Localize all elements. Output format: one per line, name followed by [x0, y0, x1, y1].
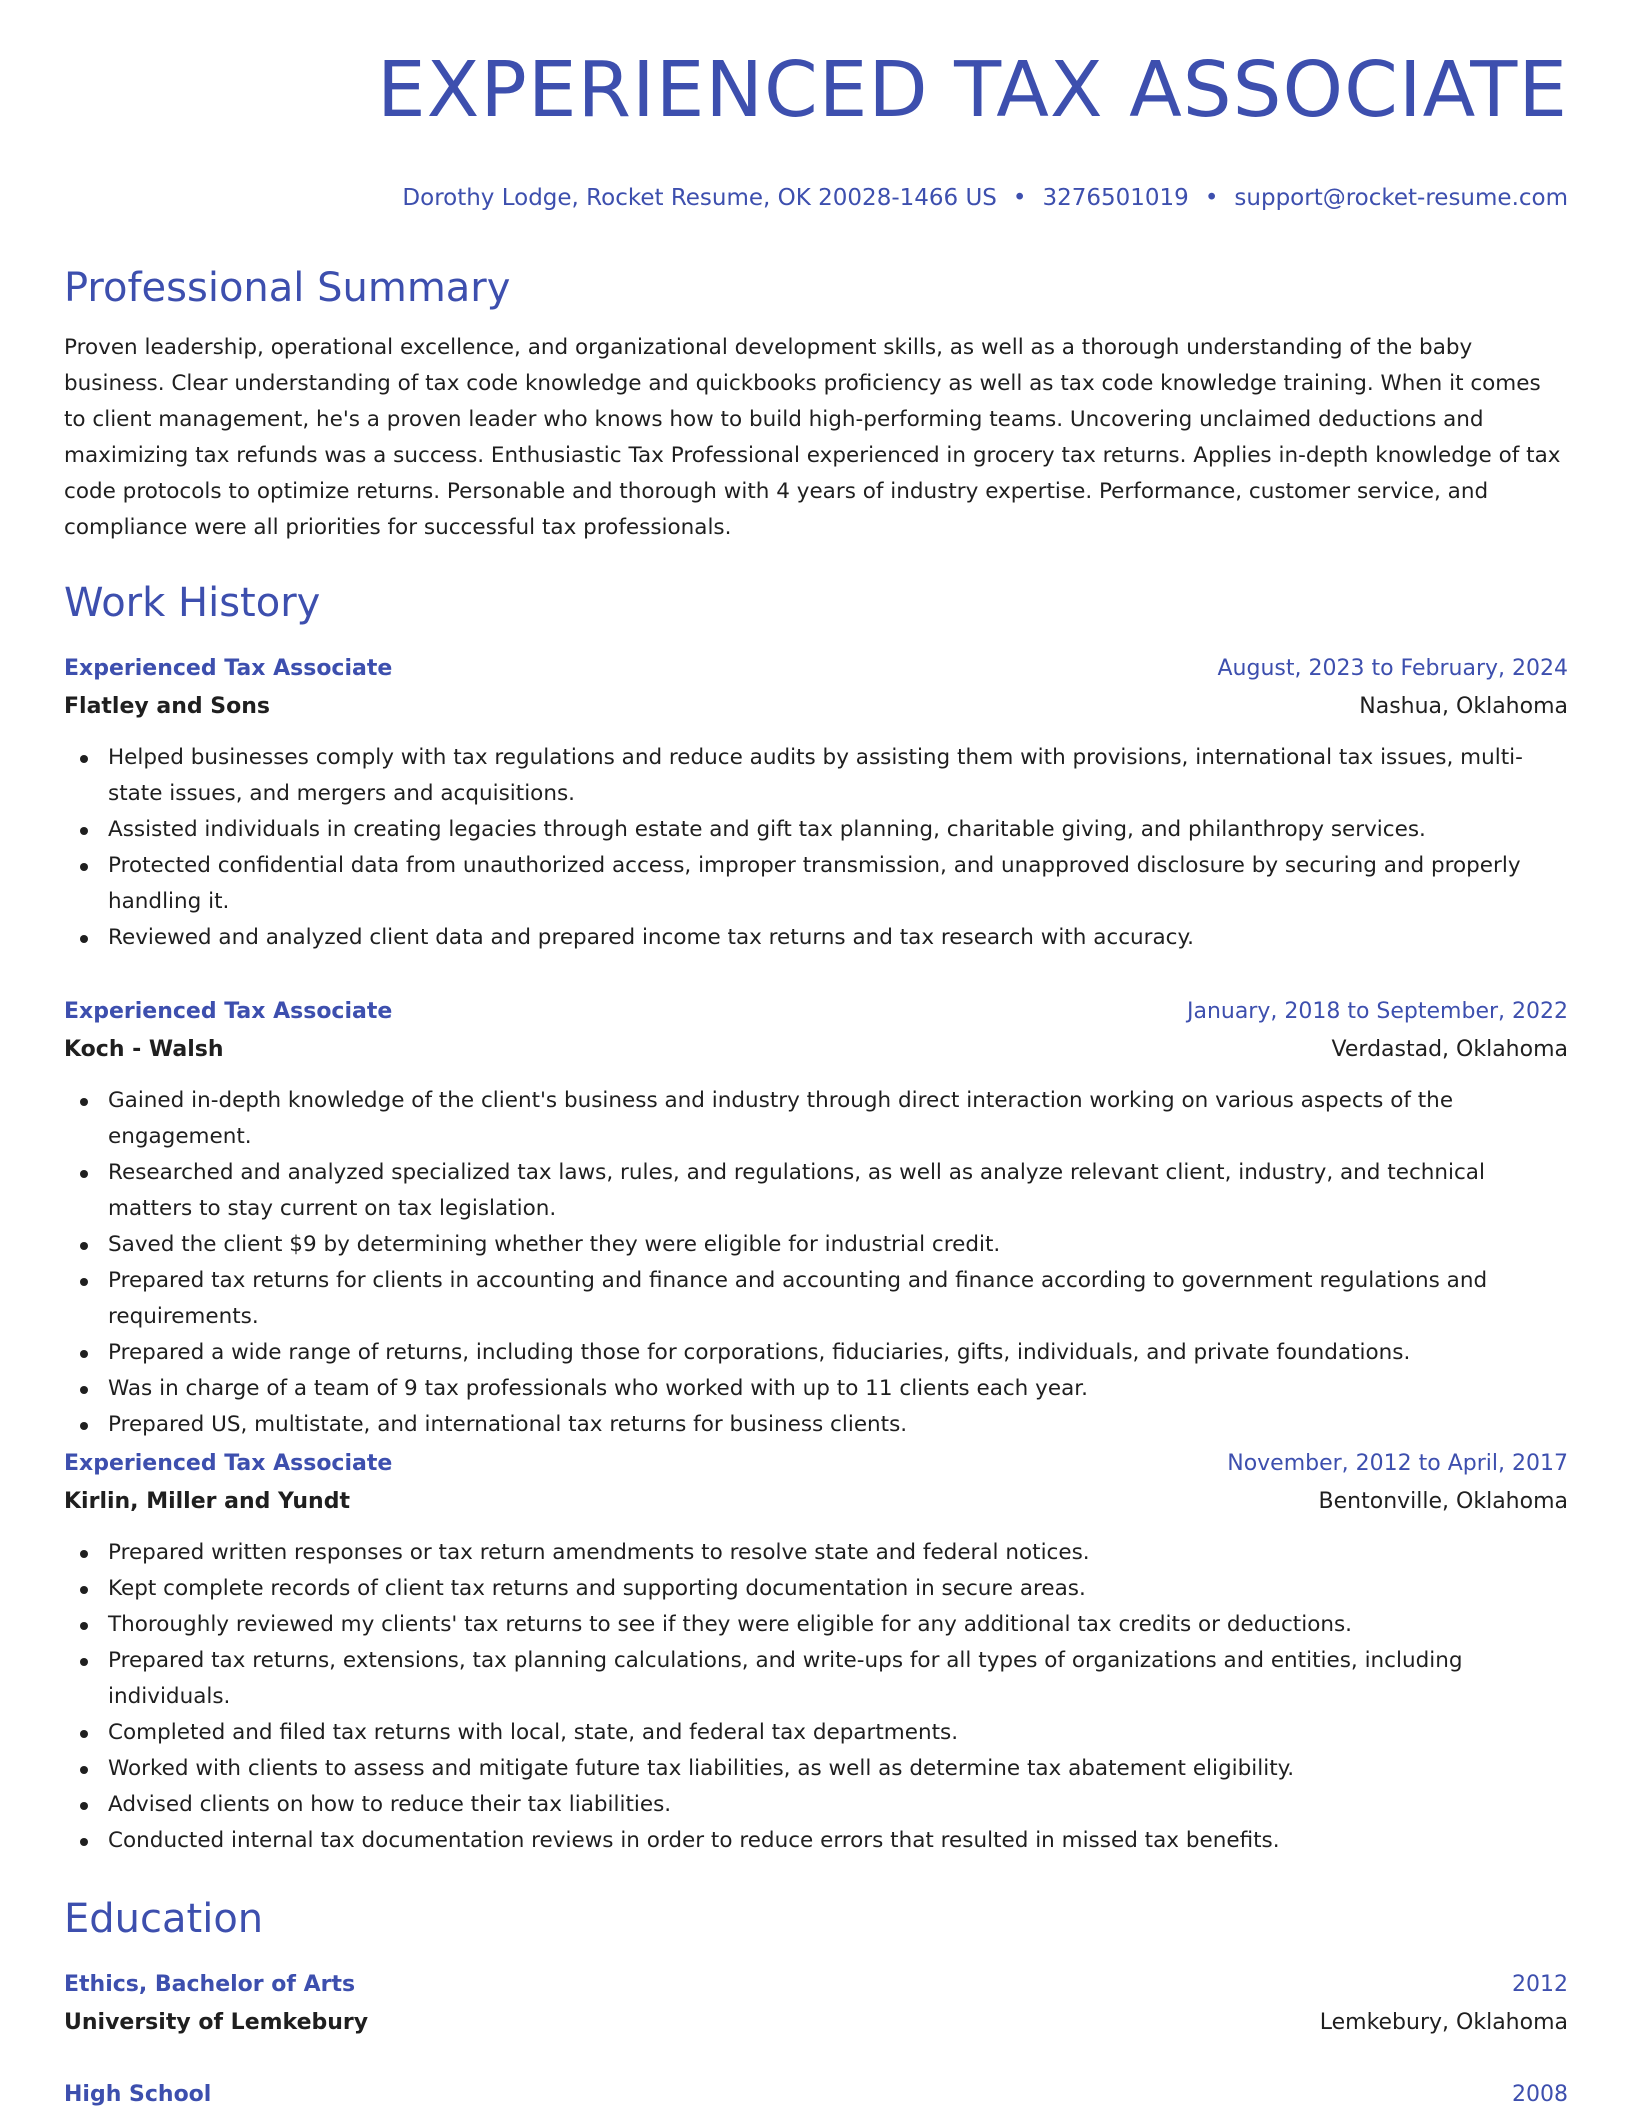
job-bullet: Conducted internal tax documentation reviews in order to reduce errors that resulted in missed tax benefits.: [64, 1823, 1568, 1859]
summary-heading: Professional Summary: [64, 265, 511, 311]
job-location: Verdastad, Oklahoma: [1331, 1037, 1568, 1062]
contact-address: Dorothy Lodge, Rocket Resume, OK 20028-1466 US: [402, 185, 997, 211]
education-entry: [64, 2076, 1568, 2114]
job-dates: January, 2018 to September, 2022: [1186, 999, 1568, 1024]
contact-phone: 3276501019: [1042, 185, 1189, 211]
job-bullet: Researched and analyzed specialized tax laws, rules, and regulations, as well as analyze relevant client, industry, and technical matters to stay current on tax legislation.: [64, 1155, 1568, 1227]
job-bullet: Prepared US, multistate, and international tax returns for business clients.: [64, 1407, 1568, 1443]
job-bullets: [64, 1083, 1568, 1443]
contact-separator: •: [1012, 185, 1027, 211]
job-bullet: Gained in-depth knowledge of the client's business and industry through direct interaction working on various aspects of the engagement.: [64, 1083, 1568, 1155]
job-role: Experienced Tax Associate: [64, 999, 393, 1024]
contact-email: support@rocket-resume.com: [1234, 185, 1568, 211]
contact-separator: •: [1204, 185, 1219, 211]
education-year: 2008: [1512, 2082, 1568, 2107]
job-dates: November, 2012 to April, 2017: [1227, 1451, 1568, 1476]
work-history-heading: Work History: [64, 580, 321, 626]
job-dates: August, 2023 to February, 2024: [1217, 656, 1568, 681]
job-bullet: Prepared a wide range of returns, including those for corporations, fiduciaries, gifts, individuals, and private foundations.: [64, 1335, 1568, 1371]
resume-title: EXPERIENCED TAX ASSOCIATE: [377, 46, 1568, 135]
job-bullet: Prepared tax returns for clients in accounting and finance and accounting and finance according to government regulations and requirements.: [64, 1263, 1568, 1335]
job-company: Kirlin, Miller and Yundt: [64, 1489, 350, 1514]
job-bullets: [64, 1535, 1568, 1859]
job-bullet: Worked with clients to assess and mitigate future tax liabilities, as well as determine tax abatement eligibility.: [64, 1751, 1568, 1787]
job-bullet: Assisted individuals in creating legacies through estate and gift tax planning, charitable giving, and philanthropy services.: [64, 812, 1568, 848]
job-bullet: Saved the client $9 by determining whether they were eligible for industrial credit.: [64, 1227, 1568, 1263]
education-degree: Ethics, Bachelor of Arts: [64, 1972, 356, 1997]
job-bullet: Advised clients on how to reduce their tax liabilities.: [64, 1787, 1568, 1823]
job-bullet: Thoroughly reviewed my clients' tax returns to see if they were eligible for any additional tax credits or deductions.: [64, 1607, 1568, 1643]
job-entry: [64, 1445, 1568, 1859]
job-bullets: [64, 740, 1568, 956]
job-company: Flatley and Sons: [64, 694, 271, 719]
contact-line: [402, 183, 1568, 213]
job-location: Nashua, Oklahoma: [1359, 694, 1568, 719]
education-year: 2012: [1512, 1972, 1568, 1997]
job-bullet: Reviewed and analyzed client data and prepared income tax returns and tax research with accuracy.: [64, 920, 1568, 956]
education-heading: Education: [64, 1896, 264, 1942]
job-bullet: Helped businesses comply with tax regulations and reduce audits by assisting them with provisions, international tax issues, multi-state issues, and mergers and acquisitions.: [64, 740, 1568, 812]
education-location: Lemkebury, Oklahoma: [1319, 2010, 1568, 2035]
job-bullet: Protected confidential data from unauthorized access, improper transmission, and unapproved disclosure by securing and properly handling it.: [64, 848, 1568, 920]
job-location: Bentonville, Oklahoma: [1318, 1489, 1568, 1514]
education-school: University of Lemkebury: [64, 2010, 369, 2035]
education-degree: High School: [64, 2082, 212, 2107]
job-entry: [64, 993, 1568, 1443]
job-role: Experienced Tax Associate: [64, 656, 393, 681]
job-bullet: Completed and filed tax returns with local, state, and federal tax departments.: [64, 1715, 1568, 1751]
job-bullet: Prepared written responses or tax return amendments to resolve state and federal notices.: [64, 1535, 1568, 1571]
summary-text: Proven leadership, operational excellence, and organizational development skills, as well as a thorough understanding of the baby business. Clear understanding of tax code knowledge and quickbooks proficiency as well as tax code knowledge training. When it comes to client management, he's a proven leader who knows how to build high-performing teams. Uncovering unclaimed deductions and maximizing tax refunds was a success. Enthusiastic Tax Professional experienced in grocery tax returns. Applies in-depth knowledge of tax code protocols to optimize returns. Personable and thorough with 4 years of industry expertise. Performance, customer service, and compliance were all priorities for successful tax professionals.: [64, 335, 1561, 540]
job-bullet: Kept complete records of client tax returns and supporting documentation in secure areas.: [64, 1571, 1568, 1607]
job-entry: [64, 650, 1568, 956]
job-role: Experienced Tax Associate: [64, 1451, 393, 1476]
job-bullet: Prepared tax returns, extensions, tax planning calculations, and write-ups for all types of organizations and entities, including individuals.: [64, 1643, 1568, 1715]
job-company: Koch - Walsh: [64, 1037, 224, 1062]
education-entry: [64, 1966, 1568, 2042]
job-bullet: Was in charge of a team of 9 tax professionals who worked with up to 11 clients each year.: [64, 1371, 1568, 1407]
